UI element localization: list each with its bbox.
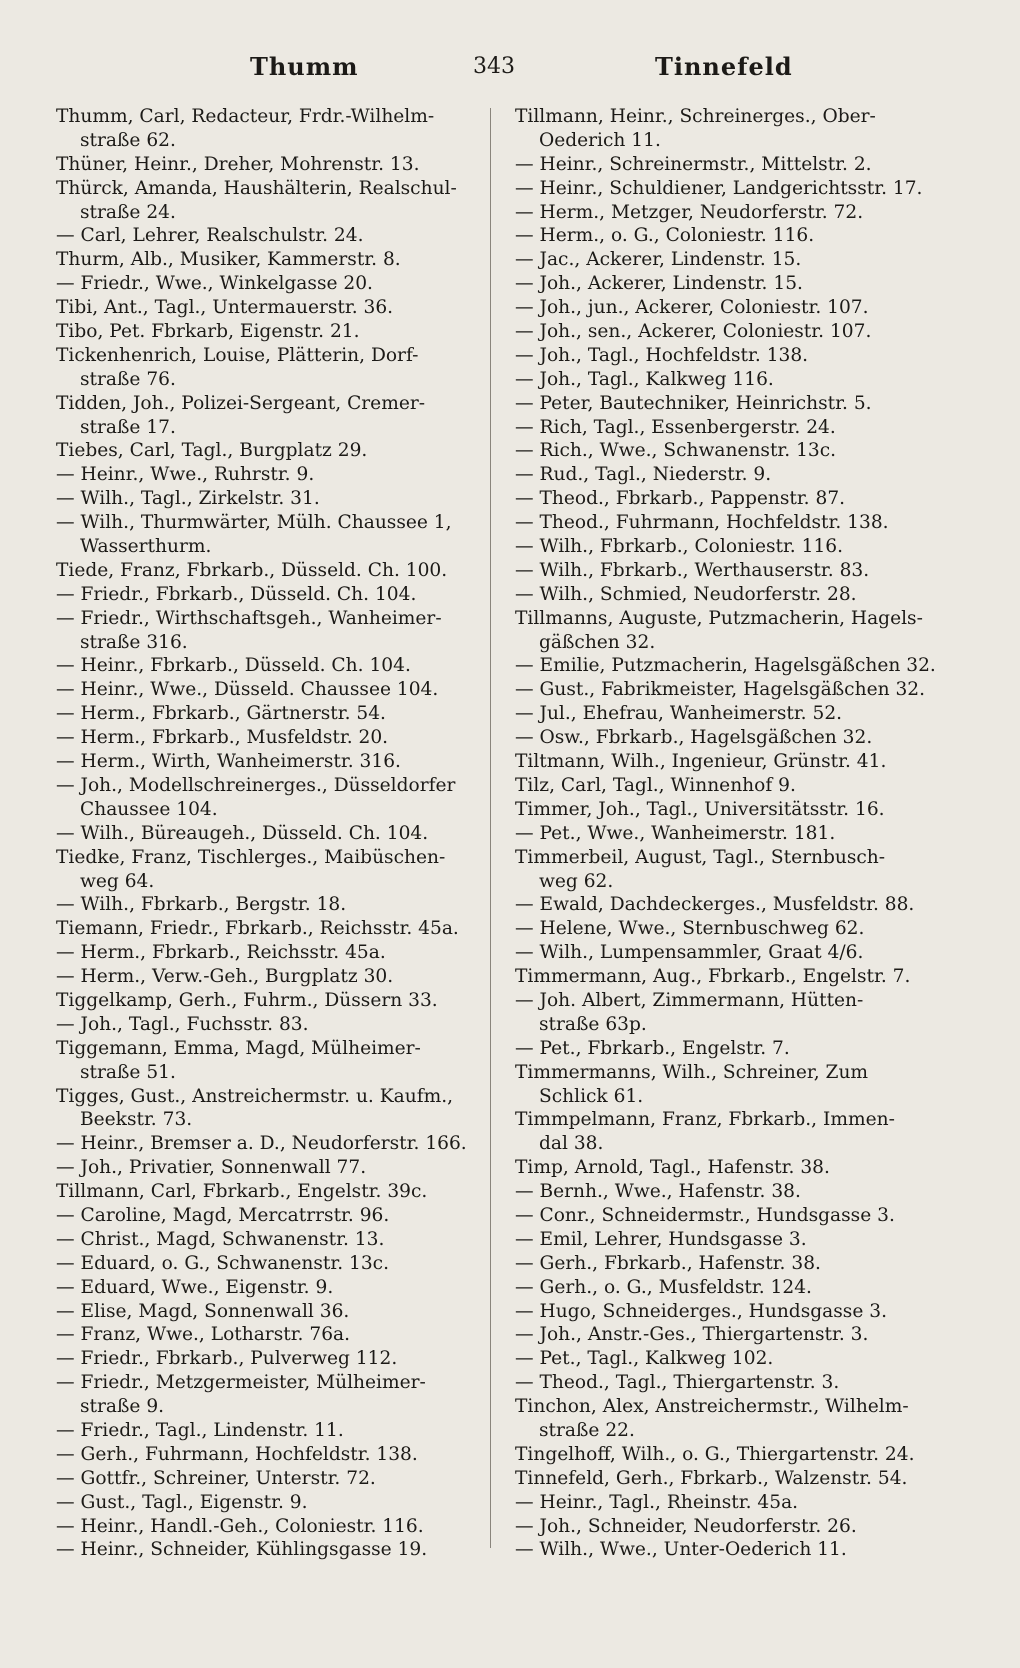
entry-line: — Theod., Fuhrmann, Hochfeldstr. 138. (515, 512, 889, 534)
entry-line: — Joh., Schneider, Neudorferstr. 26. (515, 1515, 857, 1537)
entry-line: — Friedr., Wwe., Winkelgasse 20. (56, 273, 373, 295)
entry-line: — Joh., sen., Ackerer, Coloniestr. 107. (515, 321, 872, 343)
entry-line: — Hugo, Schneiderges., Hundsgasse 3. (515, 1300, 887, 1322)
entry-line: — Wilh., Schmied, Neudorferstr. 28. (515, 583, 857, 605)
entry-line: Tidden, Joh., Polizei-Sergeant, Cremer- (56, 392, 425, 414)
entry-continuation: straße 316. (80, 631, 188, 653)
entry-continuation: Chaussee 104. (80, 798, 218, 820)
page-header (0, 52, 1020, 92)
entry-continuation: straße 76. (80, 368, 176, 390)
entry-line: Tigges, Gust., Anstreichermstr. u. Kaufm., (56, 1085, 454, 1107)
entry-line: — Wilh., Fbrkarb., Werthauserstr. 83. (515, 559, 870, 581)
entry-line: — Friedr., Wirthschaftsgeh., Wanheimer- (56, 607, 442, 629)
entry-line: — Wilh., Fbrkarb., Coloniestr. 116. (515, 536, 844, 558)
entry-line: Tingelhoff, Wilh., o. G., Thiergartenstr. 24. (515, 1443, 915, 1465)
entry-line: — Friedr., Fbrkarb., Düsseld. Ch. 104. (56, 583, 417, 605)
entry-line: — Herm., Fbrkarb., Musfeldstr. 20. (56, 727, 389, 749)
entry-line: Tiltmann, Wilh., Ingenieur, Grünstr. 41. (515, 751, 887, 773)
entry-line: — Herm., Verw.-Geh., Burgplatz 30. (56, 966, 394, 988)
entry-line: Tiebes, Carl, Tagl., Burgplatz 29. (56, 440, 368, 462)
page-number: 343 (473, 54, 515, 79)
entry-continuation: straße 63p. (539, 1013, 647, 1035)
entry-line: — Pet., Wwe., Wanheimerstr. 181. (515, 822, 836, 844)
entry-line: — Heinr., Schneider, Kühlingsgasse 19. (56, 1539, 428, 1561)
entry-line: — Jul., Ehefrau, Wanheimerstr. 52. (515, 703, 843, 725)
entry-line: — Helene, Wwe., Sternbuschweg 62. (515, 918, 865, 940)
entry-line: — Herm., o. G., Coloniestr. 116. (515, 225, 815, 247)
entry-line: — Eduard, o. G., Schwanenstr. 13c. (56, 1252, 390, 1274)
entry-line: — Rich, Tagl., Essenbergerstr. 24. (515, 416, 836, 438)
entry-line: Tinnefeld, Gerh., Fbrkarb., Walzenstr. 54. (515, 1467, 908, 1489)
entry-line: Tinchon, Alex, Anstreichermstr., Wilhelm- (515, 1396, 909, 1418)
entry-line: — Gust., Fabrikmeister, Hagelsgäßchen 32. (515, 679, 926, 701)
entry-line: Timmermann, Aug., Fbrkarb., Engelstr. 7. (515, 966, 911, 988)
entry-line: — Franz, Wwe., Lotharstr. 76a. (56, 1324, 351, 1346)
entry-line: — Peter, Bautechniker, Heinrichstr. 5. (515, 392, 872, 414)
entry-line: — Pet., Tagl., Kalkweg 102. (515, 1348, 774, 1370)
entry-continuation: gäßchen 32. (539, 631, 656, 653)
entry-line: — Caroline, Magd, Mercatrrstr. 96. (56, 1204, 390, 1226)
entry-line: — Wilh., Tagl., Zirkelstr. 31. (56, 488, 320, 510)
entry-line: — Eduard, Wwe., Eigenstr. 9. (56, 1276, 334, 1298)
entry-line: Tiemann, Friedr., Fbrkarb., Reichsstr. 45a. (56, 918, 459, 940)
entry-continuation: weg 62. (539, 870, 614, 892)
header-right-keyword: Tinnefeld (655, 52, 793, 81)
entry-line: — Wilh., Wwe., Unter-Oederich 11. (515, 1539, 847, 1561)
entry-line: — Friedr., Fbrkarb., Pulverweg 112. (56, 1348, 398, 1370)
entry-line: — Heinr., Wwe., Düsseld. Chaussee 104. (56, 679, 439, 701)
entry-line: — Herm., Fbrkarb., Reichsstr. 45a. (56, 942, 386, 964)
entry-line: Tilz, Carl, Tagl., Winnenhof 9. (515, 774, 796, 796)
entry-line: — Conr., Schneidermstr., Hundsgasse 3. (515, 1204, 895, 1226)
entry-line: — Emil, Lehrer, Hundsgasse 3. (515, 1228, 807, 1250)
column-divider (490, 108, 491, 1548)
entry-line: — Heinr., Bremser a. D., Neudorferstr. 166. (56, 1133, 467, 1155)
entry-line: Timmerbeil, August, Tagl., Sternbusch- (515, 846, 886, 868)
entry-line: — Gerh., Fbrkarb., Hafenstr. 38. (515, 1252, 821, 1274)
entry-line: — Theod., Fbrkarb., Pappenstr. 87. (515, 488, 846, 510)
entry-line: — Rich., Wwe., Schwanenstr. 13c. (515, 440, 837, 462)
entry-continuation: weg 64. (80, 870, 155, 892)
entry-line: — Heinr., Fbrkarb., Düsseld. Ch. 104. (56, 655, 411, 677)
entry-line: Timmer, Joh., Tagl., Universitätsstr. 16. (515, 798, 885, 820)
entry-line: — Joh., Modellschreinerges., Düsseldorfer (56, 774, 456, 796)
entry-line: — Gottfr., Schreiner, Unterstr. 72. (56, 1467, 376, 1489)
entry-line: Timp, Arnold, Tagl., Hafenstr. 38. (515, 1157, 830, 1179)
entry-line: Tiggemann, Emma, Magd, Mülheimer- (56, 1037, 421, 1059)
entry-line: Tiedke, Franz, Tischlerges., Maibüschen- (56, 846, 446, 868)
entry-line: Thüner, Heinr., Dreher, Mohrenstr. 13. (56, 153, 420, 175)
entry-continuation: straße 51. (80, 1061, 176, 1083)
entry-line: — Herm., Fbrkarb., Gärtnerstr. 54. (56, 703, 386, 725)
entry-line: Tillmann, Heinr., Schreinerges., Ober- (515, 106, 876, 127)
entry-line: — Wilh., Lumpensammler, Graat 4/6. (515, 942, 864, 964)
entry-line: Tillmann, Carl, Fbrkarb., Engelstr. 39c. (56, 1181, 428, 1203)
entry-line: — Gerh., Fuhrmann, Hochfeldstr. 138. (56, 1443, 418, 1465)
entry-continuation: straße 62. (80, 129, 176, 151)
entry-line: — Joh. Albert, Zimmermann, Hütten- (515, 989, 864, 1011)
entry-continuation: straße 9. (80, 1396, 165, 1418)
entry-line: — Gerh., o. G., Musfeldstr. 124. (515, 1276, 812, 1298)
left-column (56, 105, 494, 1562)
entry-continuation: Oederich 11. (539, 129, 661, 151)
entry-line: — Joh., Tagl., Kalkweg 116. (515, 368, 774, 390)
entry-line: — Friedr., Metzgermeister, Mülheimer- (56, 1372, 426, 1394)
entry-line: — Rud., Tagl., Niederstr. 9. (515, 464, 772, 486)
entry-line: — Joh., Anstr.-Ges., Thiergartenstr. 3. (515, 1324, 869, 1346)
entry-continuation: dal 38. (539, 1133, 604, 1155)
entry-line: Tiggelkamp, Gerh., Fuhrm., Düssern 33. (56, 989, 438, 1011)
entry-line: — Christ., Magd, Schwanenstr. 13. (56, 1228, 385, 1250)
entry-line: — Wilh., Thurmwärter, Mülh. Chaussee 1, (56, 512, 452, 534)
entry-line: — Wilh., Büreaugeh., Düsseld. Ch. 104. (56, 822, 429, 844)
entry-line: — Theod., Tagl., Thiergartenstr. 3. (515, 1372, 840, 1394)
entry-line: Tickenhenrich, Louise, Plätterin, Dorf- (56, 344, 419, 366)
entry-line: — Osw., Fbrkarb., Hagelsgäßchen 32. (515, 727, 873, 749)
entry-line: — Herm., Metzger, Neudorferstr. 72. (515, 201, 864, 223)
entry-line: Tibi, Ant., Tagl., Untermauerstr. 36. (56, 297, 394, 319)
entry-line: — Joh., Ackerer, Lindenstr. 15. (515, 273, 803, 295)
entry-line: — Heinr., Handl.-Geh., Coloniestr. 116. (56, 1515, 424, 1537)
entry-continuation: straße 17. (80, 416, 176, 438)
entry-line: — Pet., Fbrkarb., Engelstr. 7. (515, 1037, 790, 1059)
entry-line: — Emilie, Putzmacherin, Hagelsgäßchen 32. (515, 655, 936, 677)
entry-continuation: Wasserthurm. (80, 536, 212, 558)
entry-line: Thürck, Amanda, Haushälterin, Realschul- (56, 177, 457, 199)
entry-line: — Joh., Privatier, Sonnenwall 77. (56, 1157, 367, 1179)
entry-line: — Heinr., Wwe., Ruhrstr. 9. (56, 464, 315, 486)
entry-line: Tillmanns, Auguste, Putzmacherin, Hagels- (515, 607, 923, 629)
right-column (515, 105, 965, 1562)
entry-line: — Elise, Magd, Sonnenwall 36. (56, 1300, 350, 1322)
entry-line: — Heinr., Schreinermstr., Mittelstr. 2. (515, 153, 872, 175)
entry-line: — Joh., jun., Ackerer, Coloniestr. 107. (515, 297, 869, 319)
entry-line: — Jac., Ackerer, Lindenstr. 15. (515, 249, 802, 271)
entry-line: — Gust., Tagl., Eigenstr. 9. (56, 1491, 308, 1513)
entry-line: Thumm, Carl, Redacteur, Frdr.-Wilhelm- (56, 106, 435, 127)
entry-continuation: Beekstr. 73. (80, 1109, 193, 1131)
entry-line: — Wilh., Fbrkarb., Bergstr. 18. (56, 894, 347, 916)
entry-line: Tiede, Franz, Fbrkarb., Düsseld. Ch. 100. (56, 559, 448, 581)
entry-line: Timmermanns, Wilh., Schreiner, Zum (515, 1061, 869, 1083)
entry-line: — Heinr., Schuldiener, Landgerichtsstr. 17. (515, 177, 923, 199)
entry-line: Timmpelmann, Franz, Fbrkarb., Immen- (515, 1109, 895, 1131)
entry-line: — Herm., Wirth, Wanheimerstr. 316. (56, 751, 401, 773)
entry-line: — Joh., Tagl., Hochfeldstr. 138. (515, 344, 809, 366)
entry-line: — Friedr., Tagl., Lindenstr. 11. (56, 1419, 344, 1441)
entry-line: — Carl, Lehrer, Realschulstr. 24. (56, 225, 364, 247)
entry-continuation: Schlick 61. (539, 1085, 644, 1107)
header-left-keyword: Thumm (250, 52, 359, 81)
entry-line: — Bernh., Wwe., Hafenstr. 38. (515, 1181, 801, 1203)
entry-line: — Heinr., Tagl., Rheinstr. 45a. (515, 1491, 799, 1513)
entry-continuation: straße 24. (80, 201, 176, 223)
entry-line: Tibo, Pet. Fbrkarb, Eigenstr. 21. (56, 321, 360, 343)
entry-line: Thurm, Alb., Musiker, Kammerstr. 8. (56, 249, 401, 271)
entry-line: — Joh., Tagl., Fuchsstr. 83. (56, 1013, 309, 1035)
entry-line: — Ewald, Dachdeckerges., Musfeldstr. 88. (515, 894, 915, 916)
entry-continuation: straße 22. (539, 1419, 635, 1441)
